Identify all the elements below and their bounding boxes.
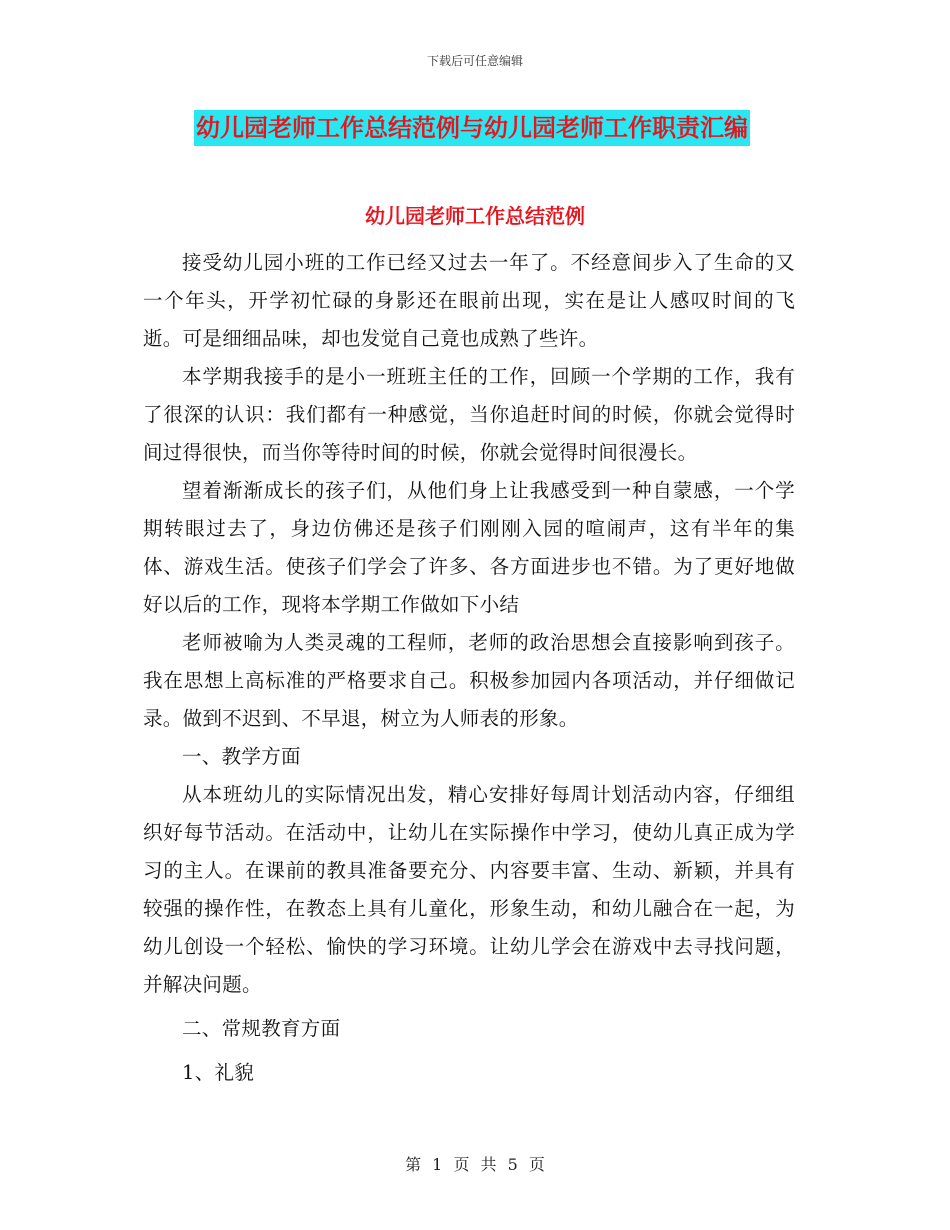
heading-teaching: 一、教学方面 (182, 745, 301, 768)
section-title: 幼儿园老师工作总结范例 (365, 204, 585, 228)
heading-manners: 1、礼貌 (182, 1061, 255, 1084)
paragraph: 本学期我接手的是小一班班主任的工作，回顾一个学期的工作，我有了很深的认识：我们都有一种感觉，当你追赶时间的时候，你就会觉得时间过得很快，而当你等待时间的时候，你就会觉得时间很漫长。 (143, 365, 795, 464)
header-note: 下载后可任意编辑 (426, 54, 523, 68)
document-title: 幼儿园老师工作总结范例与幼儿园老师工作职责汇编 (194, 110, 750, 146)
paragraph: 从本班幼儿的实际情况出发，精心安排好每周计划活动内容，仔细组织好每节活动。在活动中，让幼儿在实际操作中学习，使幼儿真正成为学习的主人。在课前的教具准备要充分、内容要丰富、生动、新颖，并具有较强的操作性，在教态上具有儿童化，形象生动，和幼儿融合在一起，为幼儿创设一个轻松、愉快的学习环境。让幼儿学会在游戏中去寻找问题，并解决问题。 (143, 783, 795, 996)
paragraph: 望着渐渐成长的孩子们，从他们身上让我感受到一种自蒙感，一个学期转眼过去了，身边仿佛还是孩子们刚刚入园的喧闹声，这有半年的集体、游戏生活。使孩子们学会了许多、各方面进步也不错。为了更好地做好以后的工作，现将本学期工作做如下小结 (143, 479, 795, 616)
paragraph: 老师被喻为人类灵魂的工程师，老师的政治思想会直接影响到孩子。我在思想上高标准的严格要求自己。积极参加园内各项活动，并仔细做记录。做到不迟到、不早退，树立为人师表的形象。 (143, 631, 795, 730)
document-body (143, 244, 795, 1092)
heading-routine-education: 二、常规教育方面 (182, 1017, 341, 1040)
page-number-footer: 第 1 页 共 5 页 (405, 1155, 545, 1174)
paragraph: 接受幼儿园小班的工作已经又过去一年了。不经意间步入了生命的又一个年头，开学初忙碌的身影还在眼前出现，实在是让人感叹时间的飞逝。可是细细品味，却也发觉自己竟也成熟了些许。 (143, 251, 795, 350)
